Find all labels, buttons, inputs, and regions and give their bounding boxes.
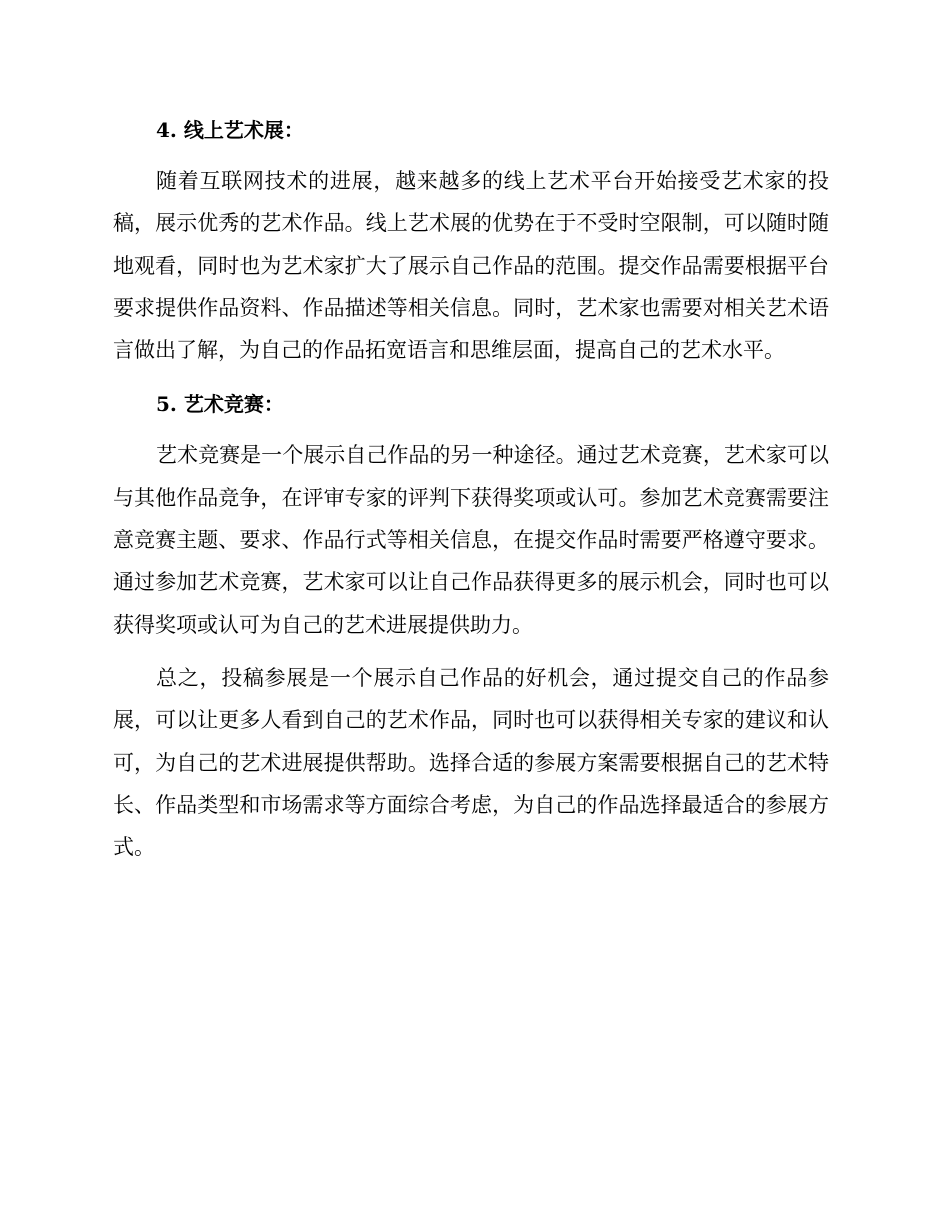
section-heading-art-competition: 5. 艺术竞赛：: [156, 392, 284, 417]
section-body-online-exhibition: 随着互联网技术的进展，越来越多的线上艺术平台开始接受艺术家的投稿，展示优秀的艺术作品。线上艺术展的优势在于不受时空限制，可以随时随地观看，同时也为艺术家扩大了展示自己作品的范围。提交作品需要根据平台要求提供作品资料、作品描述等相关信息。同时，艺术家也需要对相关艺术语言做出了解，为自己的作品拓宽语言和思维层面，提高自己的艺术水平。: [113, 169, 829, 363]
section-body-art-competition: 艺术竞赛是一个展示自己作品的另一种途径。通过艺术竞赛，艺术家可以与其他作品竞争，在评审专家的评判下获得奖项或认可。参加艺术竞赛需要注意竞赛主题、要求、作品行式等相关信息，在提交作品时需要严格遵守要求。通过参加艺术竞赛，艺术家可以让自己作品获得更多的展示机会，同时也可以获得奖项或认可为自己的艺术进展提供助力。: [113, 443, 829, 637]
section-heading-online-exhibition: 4. 线上艺术展：: [156, 118, 304, 142]
document-page: [113, 108, 829, 868]
conclusion-paragraph: 总之，投稿参展是一个展示自己作品的好机会，通过提交自己的作品参展，可以让更多人看到自己的艺术作品，同时也可以获得相关专家的建议和认可，为自己的艺术进展提供帮助。选择合适的参展方案需要根据自己的艺术特长、作品类型和市场需求等方面综合考虑，为自己的作品选择最适合的参展方式。: [113, 665, 829, 860]
